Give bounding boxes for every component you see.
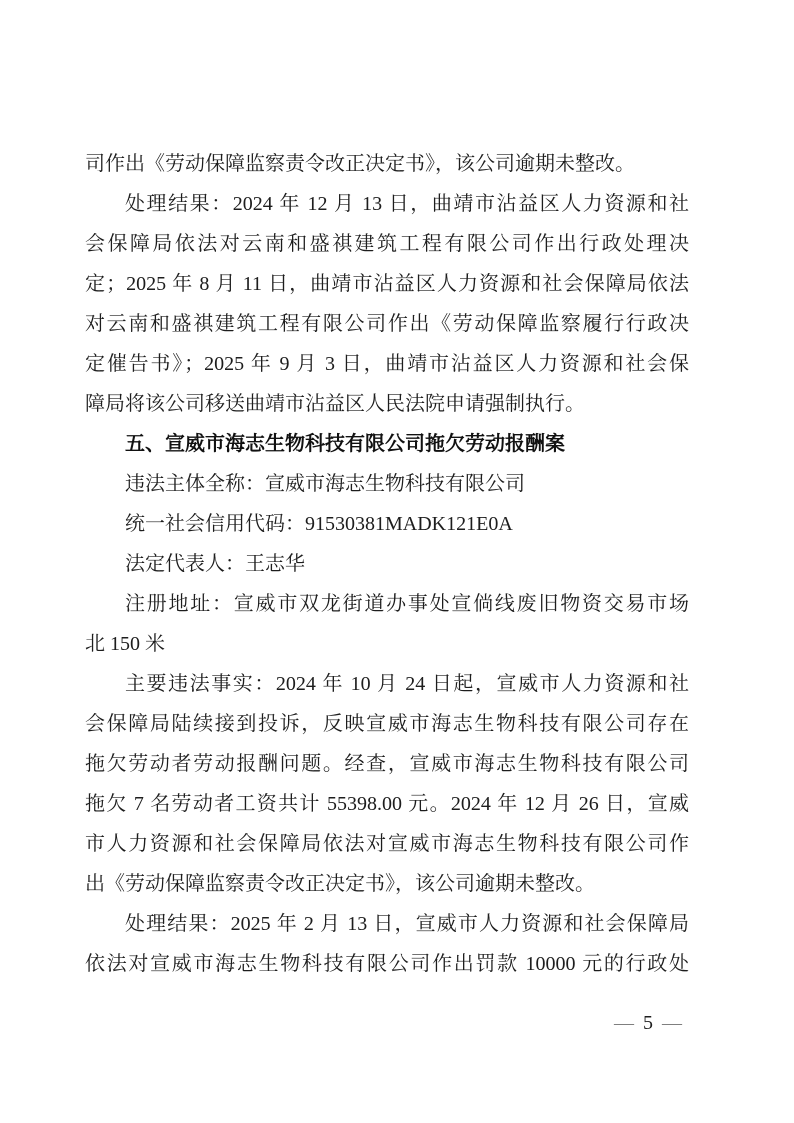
text-line: 北 150 米 [85, 633, 165, 655]
text-line: 处理结果：2024 年 12 月 13 日，曲靖市沾益区人力资源和社 [125, 193, 689, 215]
text-line: 司作出《劳动保障监察责令改正决定书》，该公司逾期未整改。 [85, 153, 635, 175]
page-number: 5 [643, 1012, 653, 1034]
text-line: 主要违法事实：2024 年 10 月 24 日起，宣威市人力资源和社 [125, 673, 689, 695]
paragraph-case5-credit-code [85, 504, 689, 544]
paragraph-case5-subject-full-name [85, 464, 689, 504]
footer-dash-left: — [614, 1012, 634, 1034]
text-line: 依法对宣威市海志生物科技有限公司作出罚款 10000 元的行政处 [85, 953, 689, 975]
text-line: 法定代表人：王志华 [125, 553, 305, 575]
paragraph-case5-handling-result [85, 904, 689, 984]
text-line: 会保障局依法对云南和盛祺建筑工程有限公司作出行政处理决 [85, 233, 689, 255]
text-line: 对云南和盛祺建筑工程有限公司作出《劳动保障监察履行行政决 [85, 313, 689, 335]
paragraph-case5-registered-address [85, 584, 689, 664]
page-footer [614, 1012, 682, 1034]
paragraph-case5-main-illegal-facts [85, 664, 689, 904]
text-line: 定催告书》；2025 年 9 月 3 日，曲靖市沾益区人力资源和社会保 [85, 353, 689, 375]
text-line: 拖欠劳动者劳动报酬问题。经查，宣威市海志生物科技有限公司 [85, 753, 689, 775]
text-line: 统一社会信用代码：91530381MADK121E0A [125, 513, 513, 535]
document-body [85, 144, 689, 984]
text-line: 注册地址：宣威市双龙街道办事处宣倘线废旧物资交易市场 [125, 593, 689, 615]
text-line: 处理结果：2025 年 2 月 13 日，宣威市人力资源和社会保障局 [125, 913, 689, 935]
text-line: 会保障局陆续接到投诉，反映宣威市海志生物科技有限公司存在 [85, 713, 689, 735]
text-line: 拖欠 7 名劳动者工资共计 55398.00 元。2024 年 12 月 26 日，宣威 [85, 793, 689, 815]
paragraph-case5-heading [85, 424, 689, 464]
paragraph-case5-legal-representative [85, 544, 689, 584]
section-heading: 五、宣威市海志生物科技有限公司拖欠劳动报酬案 [125, 433, 565, 455]
text-line: 市人力资源和社会保障局依法对宣威市海志生物科技有限公司作 [85, 833, 689, 855]
paragraph-previous-case-continuation [85, 144, 689, 184]
text-line: 障局将该公司移送曲靖市沾益区人民法院申请强制执行。 [85, 393, 585, 415]
text-line: 出《劳动保障监察责令改正决定书》，该公司逾期未整改。 [85, 873, 595, 895]
text-line: 违法主体全称：宣威市海志生物科技有限公司 [125, 473, 525, 495]
paragraph-case4-handling-result [85, 184, 689, 424]
text-line: 定；2025 年 8 月 11 日，曲靖市沾益区人力资源和社会保障局依法 [85, 273, 689, 295]
footer-dash-right: — [662, 1012, 682, 1034]
